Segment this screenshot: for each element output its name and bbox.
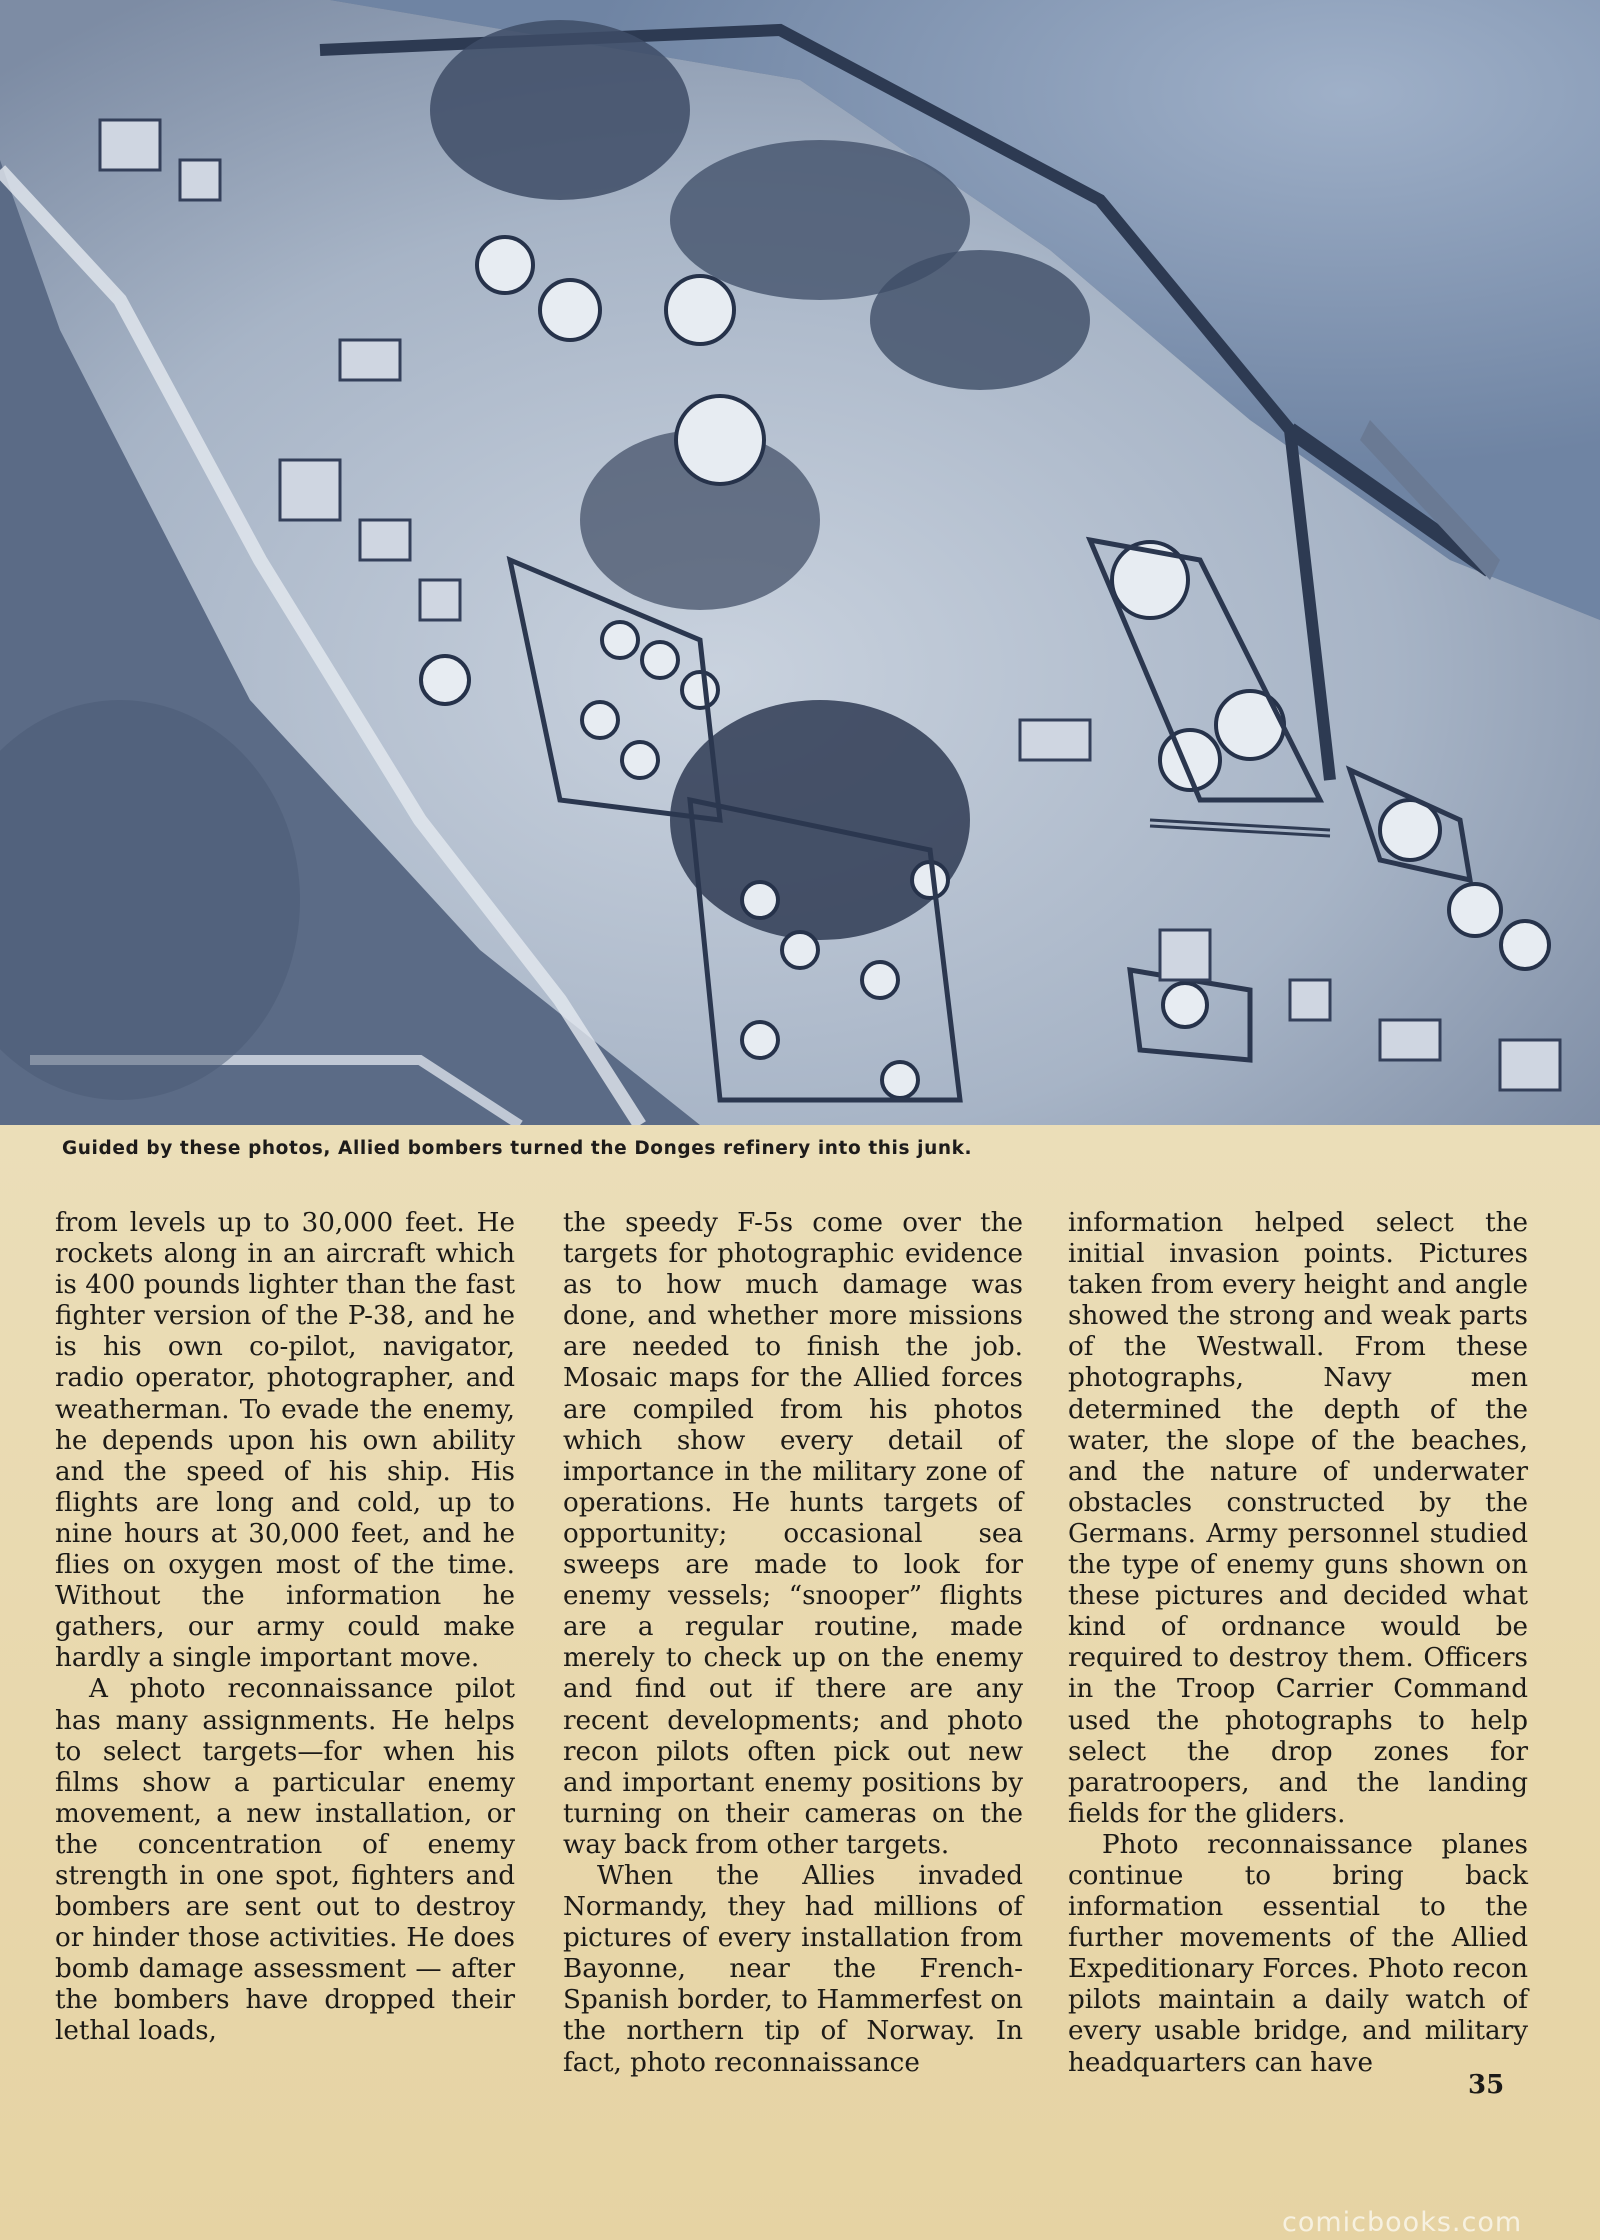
photo-caption: Guided by these photos, Allied bombers turned the Donges refinery into this junk. bbox=[62, 1138, 973, 1159]
paragraph: information helped select the initial invasion points. Pictures taken from every height and angle showed the strong and weak parts of the Westwall. From these photographs, Navy men determined the depth of the water, the slope of the beaches, and the nature of underwater obstacles constructed by the Germans. Army personnel studied the type of enemy guns shown on these pictures and decided what kind of ordnance would be required to destroy them. Officers in the Troop Carrier Command used the photographs to help select the drop zones for paratroopers, and the landing fields for the gliders. bbox=[1068, 1208, 1528, 1829]
paragraph: the speedy F-5s come over the targets for photographic evidence as to how much damage was done, and whether more missions are needed to finish the job. Mosaic maps for the Allied forces are compiled from his photos which show every detail of importance in the military zone of operations. He hunts targets of opportunity; occasional sea sweeps are made to look for enemy vessels; “snooper” flights are a regular routine, made merely to check up on the enemy and find out if there are any recent developments; and photo recon pilots often pick out new and important enemy positions by turning on their cameras on the way back from other targets. bbox=[563, 1208, 1023, 1860]
article-column-2 bbox=[563, 1208, 1023, 2079]
paragraph: A photo reconnaissance pilot has many assignments. He helps to select targets—for when his films show a particular enemy movement, a new installation, or the concentration of enemy strength in one spot, fighters and bombers are sent out to destroy or hinder those activities. He does bomb damage assessment — after the bombers have dropped their lethal loads, bbox=[55, 1674, 515, 2047]
watermark: comicbooks.com bbox=[1282, 2207, 1523, 2238]
article-column-1 bbox=[55, 1208, 515, 2048]
paragraph: When the Allies invaded Normandy, they had millions of pictures of every installation from Bayonne, near the French-Spanish border, to Hammerfest on the northern tip of Norway. In fact, photo reconnaissance bbox=[563, 1860, 1023, 2078]
article-body bbox=[55, 1208, 1528, 2108]
page-number: 35 bbox=[1468, 2070, 1505, 2100]
article-column-3 bbox=[1068, 1208, 1528, 2079]
paragraph: from levels up to 30,000 feet. He rockets along in an aircraft which is 400 pounds lighter than the fast fighter version of the P-38, and he is his own co-pilot, navigator, radio operator, photographer, and weatherman. To evade the enemy, he depends upon his own ability and the speed of his ship. His flights are long and cold, up to nine hours at 30,000 feet, and he flies on oxygen most of the time. Without the information he gathers, our army could make hardly a single important move. bbox=[55, 1208, 515, 1674]
paragraph: Photo reconnaissance planes continue to bring back information essential to the further movements of the Allied Expeditionary Forces. Photo recon pilots maintain a daily watch of every usable bridge, and military headquarters can have bbox=[1068, 1829, 1528, 2078]
